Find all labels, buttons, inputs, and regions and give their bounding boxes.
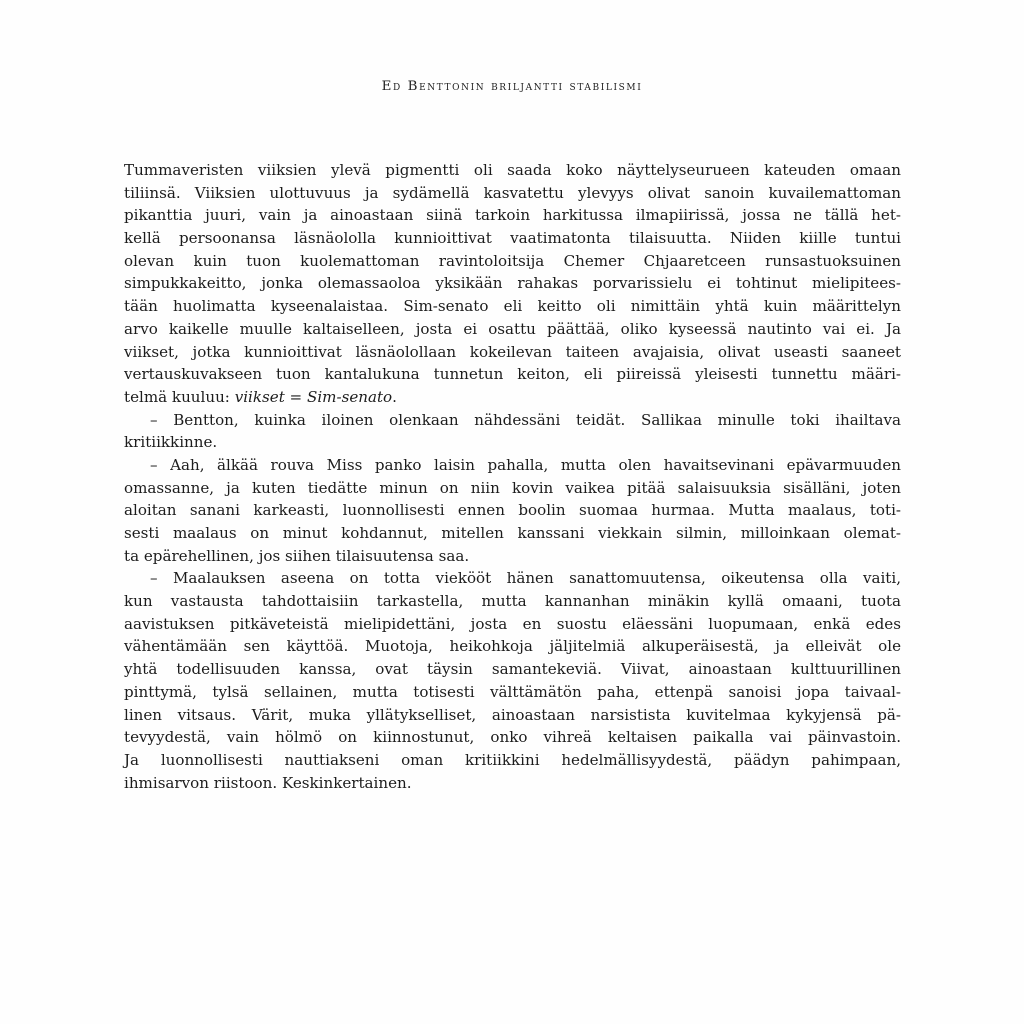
text-line: olevan kuin tuon kuolemattoman ravintoloitsija Chemer Chjaaretceen runsastuoksuinen (124, 251, 901, 270)
text-line: pikanttia juuri, vain ja ainoastaan siinä tarkoin harkitussa ilmapiirissä, jossa ne tällä het- (124, 206, 901, 225)
text-line: – Bentton, kuinka iloinen olenkaan nähdessäni teidät. Sallikaa minulle toki ihailtava (150, 410, 901, 429)
text-line: yhtä todellisuuden kanssa, ovat täysin samantekeviä. Viivat, ainoastaan kulttuurillinen (124, 660, 901, 679)
text-line: Tummaveristen viiksien ylevä pigmentti oli saada koko näyttelyseurueen kateuden omaan (124, 161, 901, 179)
paragraph (124, 159, 901, 409)
paragraph (124, 567, 901, 794)
text-line: omassanne, ja kuten tiedätte minun on niin kovin vaikea pitää salaisuuksia sisälläni, joten (124, 478, 901, 497)
text-line: simpukkakeitto, jonka olemassaoloa yksikään rahakas porvarissielu ei tohtinut mielipitees- (124, 274, 901, 293)
body-text (124, 159, 901, 794)
text-line: aloitan sanani karkeasti, luonnollisesti ennen boolin suomaa hurmaa. Mutta maalaus, toti- (124, 501, 901, 520)
text-line: Ja luonnollisesti nauttiakseni oman kritiikkini hedelmällisyydestä, päädyn pahimpaan, (124, 750, 901, 769)
text-line: kellä persoonansa läsnäololla kunnioittivat vaatimatonta tilaisuutta. Niiden kiille tuntui (124, 229, 901, 248)
line-suffix: . (392, 387, 397, 406)
text-line: vertauskuvakseen tuon kantalukuna tunnetun keiton, eli piireissä yleisesti tunnettu määri- (124, 365, 901, 384)
text-line: sesti maalaus on minut kohdannut, mitellen kanssani viekkain silmin, milloinkaan olemat- (124, 524, 901, 542)
text-line: ta epärehellinen, jos siihen tilaisuutensa saa. (124, 546, 470, 565)
running-head: Ed Benttonin briljantti stabilismi (381, 79, 643, 94)
text-line: kun vastausta tahdottaisiin tarkastella, mutta kannanhan minäkin kyllä omaani, tuota (124, 592, 901, 611)
text-line: – Aah, älkää rouva Miss panko laisin pahalla, mutta olen havaitsevinani epävarmuuden (150, 455, 901, 474)
paragraph (124, 454, 901, 567)
paragraph (124, 409, 901, 454)
text-line: tevyydestä, vain hölmö on kiinnostunut, onko vihreä keltaisen paikalla vai päinvastoin. (124, 728, 901, 747)
text-line: vähentämään sen käyttöä. Muotoja, heikohkoja jäljitelmiä alkuperäisestä, ja elleivät ole (124, 637, 901, 656)
text-line: linen vitsaus. Värit, muka yllätykselliset, ainoastaan narsistista kuvitelmaa kykyjensä pä- (124, 705, 901, 724)
text-line: pinttymä, tylsä sellainen, mutta totisesti välttämätön paha, ettenpä sanoisi jopa taivaal- (124, 682, 901, 701)
formula: viikset = Sim-senato (234, 387, 393, 406)
text-line: arvo kaikelle muulle kaltaiselleen, josta ei osattu päättää, oliko kyseessä nautinto vai ei. Ja (124, 319, 901, 338)
text-line: tiliinsä. Viiksien ulottuvuus ja sydämellä kasvatettu ylevyys olivat sanoin kuvailemattoman (124, 183, 901, 202)
line-prefix: telmä kuuluu: (124, 387, 235, 406)
text-line: tään huolimatta kyseenalaistaa. Sim-senato eli keitto oli nimittäin yhtä kuin määrittelyn (124, 297, 901, 316)
text-line: aavistuksen pitkäveteistä mielipidettäni, josta en suostu eläessäni luopumaan, enkä edes (124, 614, 901, 633)
text-line: kritiikkinne. (124, 433, 218, 452)
text-line: – Maalauksen aseena on totta viekööt hänen sanattomuutensa, oikeutensa olla vaiti, (150, 569, 901, 588)
text-line: viikset, jotka kunnioittivat läsnäolollaan kokeilevan taiteen avajaisia, olivat useasti saaneet (124, 342, 901, 361)
text-line: ihmisarvon riistoon. Keskinkertainen. (124, 773, 412, 792)
text-line (124, 386, 901, 409)
